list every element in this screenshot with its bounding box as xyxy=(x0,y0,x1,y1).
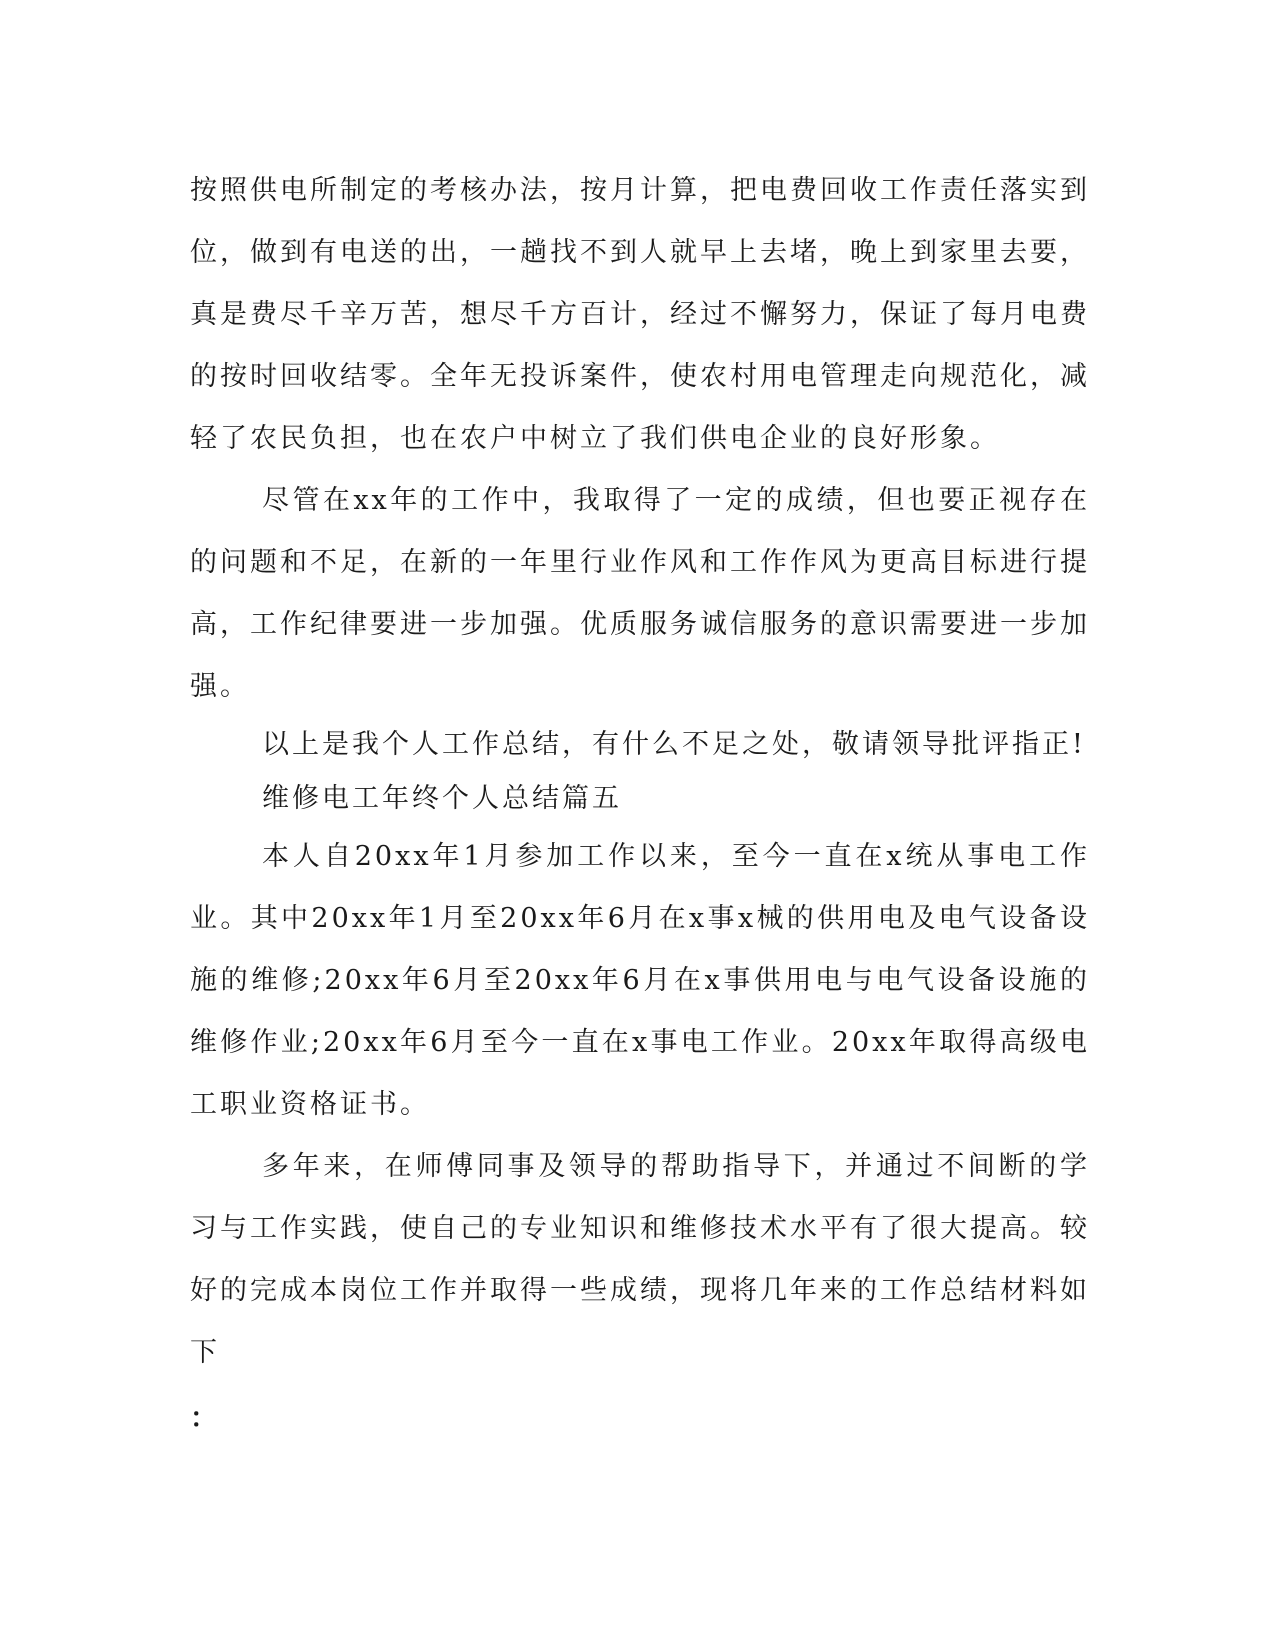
paragraph-fee-collection: 按照供电所制定的考核办法，按月计算，把电费回收工作责任落实到位，做到有电送的出，一趟找不到人就早上去堵，晚上到家里去要，真是费尽千辛万苦，想尽千方百计，经过不懈努力，保证了每月电费的按时回收结零。全年无投诉案件，使农村用电管理走向规范化，减轻了农民负担，也在农户中树立了我们供电企业的良好形象。 xyxy=(190,175,1090,454)
paragraph-shortcomings: 尽管在xx年的工作中，我取得了一定的成绩，但也要正视存在的问题和不足，在新的一年里行业作风和工作作风为更高目标进行提高，工作纪律要进一步加强。优质服务诚信服务的意识需要进一步加强。 xyxy=(190,485,1090,702)
trailing-colon: ： xyxy=(190,1403,217,1434)
paragraph-closing-remark: 以上是我个人工作总结，有什么不足之处，敬请领导批评指正! xyxy=(262,729,1086,760)
paragraph-work-history: 本人自20xx年1月参加工作以来，至今一直在x统从事电工作业。其中20xx年1月至20xx年6月在x事x械的供用电及电气设备设施的维修;20xx年6月至20xx年6月在x事供用电与电气设备设施的维修作业;20xx年6月至今一直在x事电工作业。20xx年取得高级电工职业资格证书。 xyxy=(190,841,1090,1120)
document-body xyxy=(190,160,1090,1446)
paragraph-summary-intro: 多年来，在师傅同事及领导的帮助指导下，并通过不间断的学习与工作实践，使自己的专业知识和维修技术水平有了很大提高。较好的完成本岗位工作并取得一些成绩，现将几年来的工作总结材料如下 xyxy=(190,1151,1090,1368)
section-heading: 维修电工年终个人总结篇五 xyxy=(262,783,622,814)
